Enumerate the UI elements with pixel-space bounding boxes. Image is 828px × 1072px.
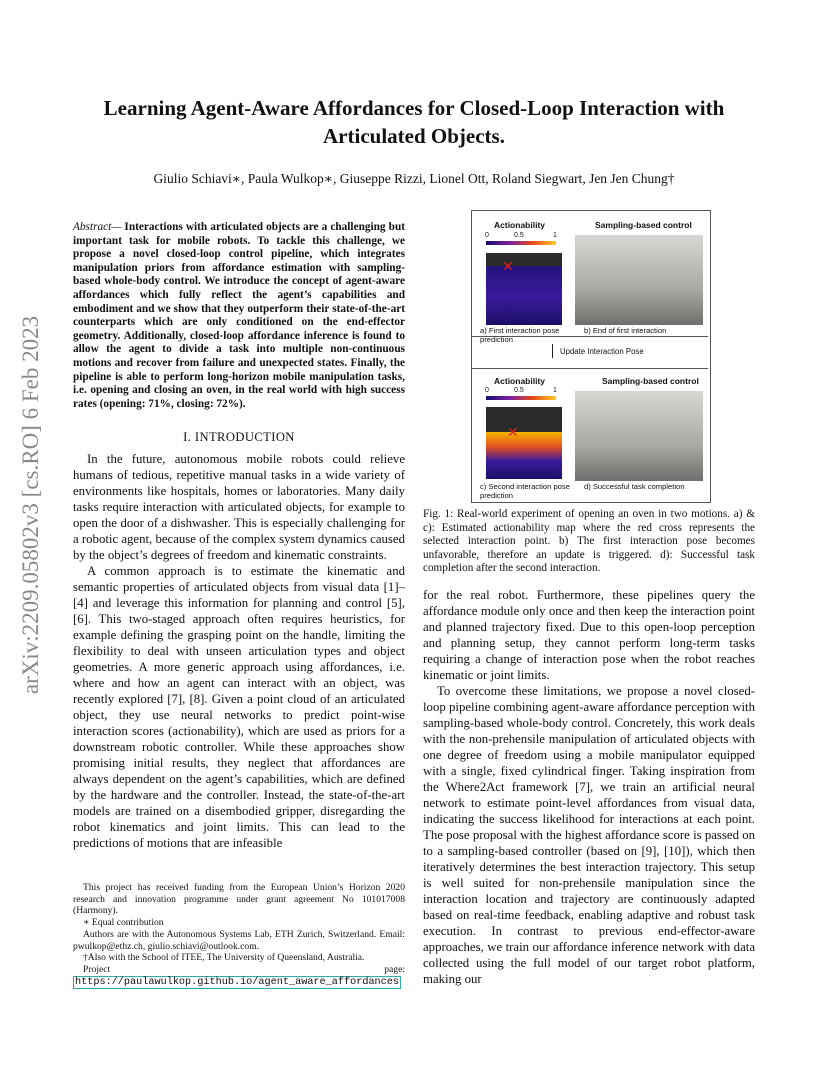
interaction-point-cross-icon-2: ✕: [507, 425, 519, 441]
sampling-control-title: Sampling-based control: [595, 220, 692, 230]
arxiv-sidebar: [14, 290, 48, 720]
sampling-control-title-2: Sampling-based control: [602, 376, 699, 386]
project-page-label: Project page:: [83, 963, 405, 975]
footnotes: [73, 882, 405, 988]
figure-top-panel: [472, 211, 708, 344]
point-cloud-image-2: [486, 407, 562, 479]
scale-tick-0: 0: [485, 232, 489, 239]
point-cloud-image: [486, 253, 562, 325]
scale-tick-05: 0.5: [514, 232, 524, 239]
actionability-title: Actionability: [494, 220, 546, 230]
caption-d: d) Successful task completion: [584, 482, 685, 491]
footnote-equal: ∗ Equal contribution: [83, 917, 164, 929]
author-list: Giulio Schiavi∗, Paula Wulkop∗, Giuseppe Rizzi, Lionel Ott, Roland Siegwart, Jen Jen Chung†: [153, 171, 675, 186]
caption-a: a) First interaction pose prediction: [480, 326, 560, 344]
footnote-project: [73, 964, 405, 988]
scale-tick-1-2: 1: [553, 387, 557, 394]
actionability-colorbar-2: [486, 396, 556, 400]
actionability-title-2: Actionability: [494, 376, 546, 386]
update-pose-label: Update Interaction Pose: [560, 347, 644, 356]
project-page-link[interactable]: https://paulawulkop.github.io/agent_aware_affordances: [75, 976, 400, 988]
left-column-body: [73, 451, 405, 851]
abstract: [73, 221, 405, 411]
right-column-body: [423, 587, 755, 987]
figure-1: [471, 210, 711, 503]
scale-tick-05-2: 0.5: [514, 387, 524, 394]
intro-paragraph-1: In the future, autonomous mobile robots could relieve humans of tedious, repetitive manual tasks in a wide variety of environments like hospitals, homes or laboratories. Many daily tasks require interaction with articulated objects, for example to open the door of a dishwasher. This is especially challenging for a robotic agent, because of the complex system dynamics caused by the object’s degrees of freedom and kinematic constraints.: [73, 452, 405, 562]
abstract-label: Abstract—: [73, 221, 122, 233]
robot-photo-first: [575, 235, 703, 325]
footnote-affiliation: Authors are with the Autonomous Systems Lab, ETH Zurich, Switzerland. Email: pwulkop@ethz.ch, giulio.schiavi@outlook.com.: [73, 928, 405, 952]
caption-c: c) Second interaction pose prediction: [480, 482, 570, 500]
section-heading-introduction: I. INTRODUCTION: [183, 430, 295, 444]
arxiv-identifier: arXiv:2209.05802v3 [cs.RO] 6 Feb 2023: [18, 315, 43, 695]
intro-paragraph-2: A common approach is to estimate the kinematic and semantic properties of articulated objects from visual data [1]–[4] and leverage this information for planning and control [5], [6]. This two-staged approach often requires heuristics, for example defining the grasping point on the handle, limiting the flexibility to deal with unseen articulation types and object geometries. A more generic approach using affordances, i.e. where and how an agent can interact with an object, was recently explored [7], [8]. Given a point cloud of an articulated object, they use neural networks to predict point-wise interaction scores (actionability), which are used as priors for a downstream robotic controller. While these approaches show promising initial results, they neglect that affordances are always dependent on the agent’s capabilities, which are defined by the hardware and the controller. Instead, the state-of-the-art models are trained on a disembodied gripper, disregarding the robot kinematics and joint limits. This can lead to the predictions of motions that are infeasible: [73, 564, 405, 850]
intro-paragraph-3: for the real robot. Furthermore, these pipelines query the affordance module only once and then keep the interaction point and planned trajectory fixed. Due to this open-loop perception and planning setup, they cannot perform long-term tasks requiring a change of interaction pose when the robot reaches kinematic or joint limits.: [423, 588, 755, 682]
footnote-itee: †Also with the School of ITEE, The University of Queensland, Australia.: [83, 952, 365, 964]
robot-photo-second: [575, 391, 703, 481]
interaction-point-cross-icon: ✕: [502, 259, 514, 275]
actionability-colorbar: [486, 241, 556, 245]
caption-b: b) End of first interaction: [584, 326, 667, 335]
intro-paragraph-4: To overcome these limitations, we propose a novel closed-loop pipeline combining agent-aware affordance perception with sampling-based whole-body control. Concretely, this work deals with the non-prehensile manipulation of articulated objects with one degree of freedom using a mobile manipulator equipped with a single, fixed cylindrical finger. Taking inspiration from the Where2Act framework [7], we train an artificial neural network to estimate point-level affordances from visual data, indicating the success likelihood for interactions at each point. The pose proposal with the highest affordance score is passed on to a sampling-based controller (based on [9], [10]), which then iteratively determines the best interaction trajectory. This setup is well suited for non-prehensile manipulation since the interaction location and trajectory are continuously adapted based on real-time feedback, enabling adaptive and robust task execution. In contrast to previous end-effector-aware approaches, we train our affordance inference network with data collected using the full model of our target robot platform, making our: [423, 684, 755, 986]
abstract-text: Interactions with articulated objects are a challenging but important task for mobile robots. To tackle this challenge, we propose a novel closed-loop control pipeline, which integrates manipulation priors from affordance estimation with sampling-based whole-body control. We introduce the concept of agent-aware affordances which fully reflect the agent’s capabilities and embodiment and we show that they outperform their state-of-the-art counterparts which are only conditioned on the end-effector geometry. Additionally, closed-loop affordance inference is found to allow the agent to divide a task into multiple non-continuous motions and recover from failure and unexpected states. Finally, the pipeline is able to perform long-horizon mobile manipulation tasks, i.e. opening and closing an oven, in the real world with high success rates (opening: 71%, closing: 72%).: [73, 221, 405, 410]
scale-tick-0-2: 0: [485, 387, 489, 394]
figure-1-caption: Fig. 1: Real-world experiment of opening an oven in two motions. a) & c): Estimated actionability map where the red cross represents the selected interaction point. b) The first interaction pose becomes unfavorable, therefore an update is triggered. d): Successful task completion after the second interaction.: [423, 508, 755, 574]
down-arrow-icon: [552, 344, 553, 358]
scale-tick-1: 1: [553, 232, 557, 239]
figure-bottom-panel: [472, 368, 708, 502]
footnote-funding: This project has received funding from the European Union’s Horizon 2020 research and innovation programme under grant agreement No 101017008 (Harmony).: [73, 882, 405, 917]
paper-title: Learning Agent-Aware Affordances for Closed-Loop Interaction with Articulated Objects.: [103, 96, 725, 148]
